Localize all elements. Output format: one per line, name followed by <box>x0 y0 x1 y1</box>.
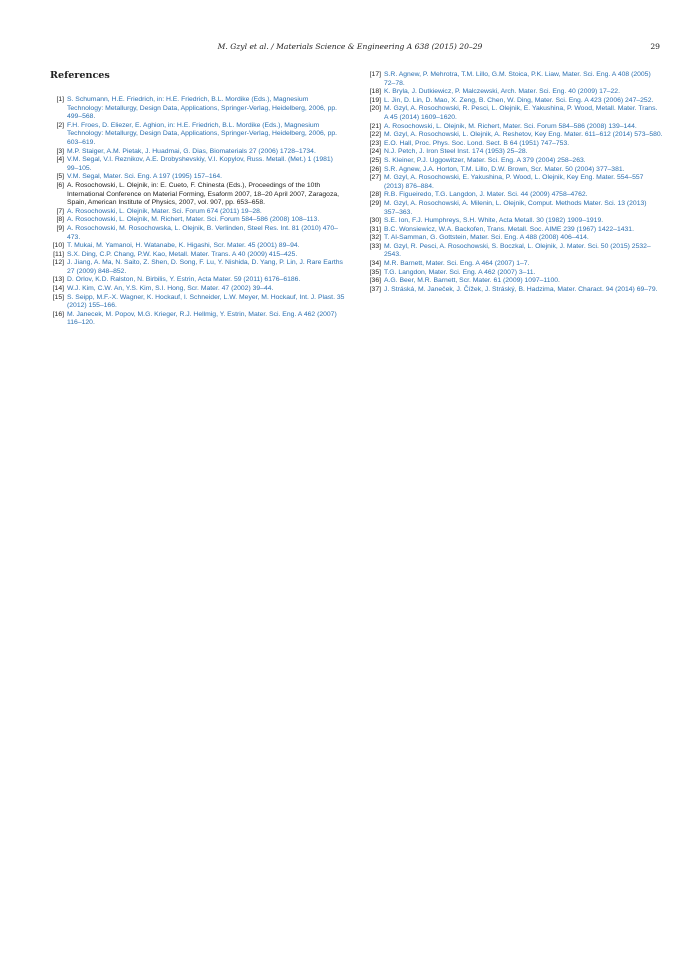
reference-number: [11] <box>53 250 64 258</box>
reference-item <box>367 191 663 200</box>
reference-link[interactable]: A. Rosochowski, L. Olejnik, Mater. Sci. Forum 674 (2011) 19–28. <box>67 207 262 215</box>
reference-item <box>367 157 663 166</box>
reference-link[interactable]: K. Bryla, J. Dutkiewicz, P. Malczewski, Arch. Mater. Sci. Eng. 40 (2009) 17–22. <box>384 88 620 96</box>
reference-link[interactable]: E.O. Hall, Proc. Phys. Soc. Lond. Sect. B 64 (1951) 747–753. <box>384 139 570 147</box>
reference-number: [37] <box>369 285 381 293</box>
reference-item <box>50 208 346 217</box>
reference-item <box>367 148 663 157</box>
reference-item <box>50 216 346 225</box>
reference-link[interactable]: T. Mukai, M. Yamanoi, H. Watanabe, K. Higashi, Scr. Mater. 45 (2001) 89–94. <box>67 242 300 250</box>
reference-text: A. Rosochowski, L. Olejnik, in: E. Cueto, F. Chinesta (Eds.), Proceedings of the 10th International Conference on Material Forming, Esaform 2007, 18–20 April 2007, Zaragoza, Spain, American Institute of Physics, 2007, vol. 907, pp. 653–658. <box>67 181 340 207</box>
reference-item <box>367 166 663 175</box>
reference-link[interactable]: M.P. Staiger, A.M. Pietak, J. Huadmai, G. Dias, Biomaterials 27 (2006) 1728–1734. <box>67 147 316 155</box>
reference-item <box>50 148 346 157</box>
reference-number: [28] <box>369 191 381 199</box>
reference-link[interactable]: A.G. Beer, M.R. Barnett, Scr. Mater. 61 (2009) 1097–1100. <box>384 277 560 285</box>
reference-number: [32] <box>369 234 381 242</box>
reference-item <box>50 182 346 208</box>
reference-item <box>50 173 346 182</box>
reference-link[interactable]: N.J. Petch, J. Iron Steel Inst. 174 (1953) 25–28. <box>384 148 528 156</box>
reference-number: [21] <box>369 122 381 130</box>
reference-link[interactable]: B.C. Wonsiewicz, W.A. Backofen, Trans. Metall. Soc. AIME 239 (1967) 1422–1431. <box>384 225 634 233</box>
reference-item <box>50 311 346 328</box>
reference-number: [15] <box>52 293 64 301</box>
reference-link[interactable]: W.J. Kim, C.W. An, Y.S. Kim, S.I. Hong, Scr. Mater. 47 (2002) 39–44. <box>67 285 274 293</box>
reference-number: [14] <box>52 285 64 293</box>
reference-item <box>50 242 346 251</box>
reference-link[interactable]: S. Kleiner, P.J. Uggowitzer, Mater. Sci. Eng. A 379 (2004) 258–263. <box>384 156 586 164</box>
reference-item <box>367 260 663 269</box>
reference-item <box>367 123 663 132</box>
reference-number: [25] <box>369 156 381 164</box>
reference-number: [20] <box>369 105 381 113</box>
reference-item <box>50 294 346 311</box>
reference-item <box>367 234 663 243</box>
reference-item <box>50 285 346 294</box>
reference-link[interactable]: M. Gzyl, R. Pesci, A. Rosochowski, S. Boczkal, L. Olejnik, J. Mater. Sci. 50 (2015) 2532–2543. <box>384 242 651 259</box>
reference-item <box>367 140 663 149</box>
reference-item <box>50 276 346 285</box>
reference-number: [13] <box>52 276 64 284</box>
reference-link[interactable]: M. Gzyl, A. Rosochowski, R. Pesci, L. Olejnik, E. Yakushina, P. Wood, Metall. Mater. Trans. A 45 (2014) 1609–1620. <box>384 105 658 121</box>
reference-item <box>367 243 663 260</box>
reference-number: [6] <box>56 181 64 189</box>
reference-link[interactable]: M. Gzyl, A. Rosochowski, L. Olejnik, A. Reshetov, Key Eng. Mater. 611–612 (2014) 573–580. <box>384 131 663 139</box>
reference-link[interactable]: S.E. Ion, F.J. Humphreys, S.H. White, Acta Metall. 30 (1982) 1909–1919. <box>384 217 604 225</box>
reference-link[interactable]: S.R. Agnew, J.A. Horton, T.M. Lillo, D.W. Brown, Scr. Mater. 50 (2004) 377–381. <box>384 165 625 173</box>
reference-link[interactable]: M.R. Barnett, Mater. Sci. Eng. A 464 (2007) 1–7. <box>384 260 530 268</box>
reference-link[interactable]: A. Rosochowski, L. Olejnik, M. Richert, Mater. Sci. Forum 584–586 (2008) 108–113. <box>67 216 320 224</box>
reference-item <box>367 217 663 226</box>
reference-number: [12] <box>52 259 64 267</box>
reference-number: [9] <box>56 224 64 232</box>
reference-number: [36] <box>369 277 381 285</box>
reference-number: [29] <box>369 199 381 207</box>
reference-number: [27] <box>369 174 381 182</box>
reference-number: [7] <box>56 207 64 215</box>
reference-link[interactable]: T. Al-Samman, G. Gottstein, Mater. Sci. Eng. A 488 (2008) 406–414. <box>384 234 589 242</box>
reference-link[interactable]: D. Orlov, K.D. Ralston, N. Birbilis, Y. Estrin, Acta Mater. 59 (2011) 6176–6186. <box>67 276 301 284</box>
reference-number: [34] <box>369 260 381 268</box>
reference-number: [2] <box>56 121 64 129</box>
reference-item <box>367 131 663 140</box>
references-right-column <box>367 71 663 294</box>
reference-item <box>367 174 663 191</box>
reference-item <box>367 88 663 97</box>
reference-number: [22] <box>369 131 381 139</box>
reference-number: [3] <box>56 147 64 155</box>
reference-item <box>50 122 346 148</box>
reference-number: [30] <box>369 217 381 225</box>
reference-item <box>367 226 663 235</box>
reference-item <box>50 259 346 276</box>
reference-link[interactable]: T.G. Langdon, Mater. Sci. Eng. A 462 (2007) 3–11. <box>384 268 536 276</box>
reference-link[interactable]: A. Rosochowski, M. Rosochowska, L. Olejnik, B. Verlinden, Steel Res. Int. 81 (2010) 470–473. <box>67 224 338 241</box>
reference-item <box>367 277 663 286</box>
reference-item <box>50 251 346 260</box>
references-heading: References <box>50 70 110 81</box>
reference-link[interactable]: V.M. Segal, Mater. Sci. Eng. A 197 (1995) 157–164. <box>67 173 223 181</box>
reference-item <box>367 200 663 217</box>
reference-number: [24] <box>369 148 381 156</box>
reference-link[interactable]: A. Rosochowski, L. Olejnik, M. Richert, Mater. Sci. Forum 584–586 (2008) 139–144. <box>384 122 637 130</box>
reference-item <box>50 96 346 122</box>
reference-link[interactable]: S.R. Agnew, P. Mehrotra, T.M. Lillo, G.M. Stoica, P.K. Liaw, Mater. Sci. Eng. A 408 (2005) 72–78. <box>384 71 651 87</box>
reference-link[interactable]: M. Janecek, M. Popov, M.G. Krieger, R.J. Hellmig, Y. Estrin, Mater. Sci. Eng. A 462 (2007) 116–120. <box>67 310 337 327</box>
reference-number: [31] <box>369 225 381 233</box>
reference-item <box>367 269 663 278</box>
reference-number: [17] <box>369 71 381 78</box>
reference-link[interactable]: J. Stráská, M. Janeček, J. Čížek, J. Stráský, B. Hadzima, Mater. Charact. 94 (2014) 69–79. <box>384 285 658 293</box>
reference-number: [19] <box>369 96 381 104</box>
reference-number: [33] <box>369 242 381 250</box>
reference-link[interactable]: J. Jiang, A. Ma, N. Saito, Z. Shen, D. Song, F. Lu, Y. Nishida, D. Yang, P. Lin, J. Rare Earths 27 (2009) 848–852. <box>67 259 343 275</box>
reference-link[interactable]: M. Gzyl, A. Rosochowski, A. Milenin, L. Olejnik, Comput. Methods Mater. Sci. 13 (2013) 357–363. <box>384 199 647 216</box>
reference-number: [16] <box>52 310 64 318</box>
reference-item <box>367 105 663 122</box>
references-left-column <box>50 96 346 328</box>
reference-number: [5] <box>56 173 64 181</box>
reference-item <box>50 225 346 242</box>
reference-link[interactable]: L. Jin, D. Lin, D. Mao, X. Zeng, B. Chen, W. Ding, Mater. Sci. Eng. A 423 (2006) 247–252. <box>384 96 654 104</box>
reference-link[interactable]: S. Seipp, M.F.-X. Wagner, K. Hockauf, I. Schneider, L.W. Meyer, M. Hockauf, Int. J. Plast. 35 (2012) 155–166. <box>67 293 345 310</box>
reference-number: [18] <box>369 88 381 96</box>
reference-link[interactable]: S. Schumann, H.E. Friedrich, in: H.E. Friedrich, B.L. Mordike (Eds.), Magnesium Technology: Metallurgy, Design Data, Applications, Springer-Verlag, Heidelberg, 2006, pp. 499–568. <box>67 96 338 121</box>
reference-link[interactable]: S.X. Ding, C.P. Chang, P.W. Kao, Metall. Mater. Trans. A 40 (2009) 415–425. <box>67 250 298 258</box>
reference-number: [10] <box>52 242 64 250</box>
reference-number: [35] <box>369 268 381 276</box>
running-head-title: M. Gzyl et al. / Materials Science & Engineering A 638 (2015) 20–29 <box>217 42 483 51</box>
reference-link[interactable]: F.H. Froes, D. Eliezer, E. Aghion, in: H.E. Friedrich, B.L. Mordike (Eds.), Magnesium Technology: Metallurgy, Design Data, Applications, Springer-Verlag, Heidelberg, 2006, pp. 603–619. <box>67 121 338 146</box>
reference-number: [26] <box>369 165 381 173</box>
reference-item <box>367 97 663 106</box>
reference-number: [8] <box>56 216 64 224</box>
reference-item <box>50 156 346 173</box>
reference-number: [23] <box>369 139 381 147</box>
reference-number: [4] <box>56 156 64 164</box>
page-number: 29 <box>650 42 660 51</box>
reference-link[interactable]: V.M. Segal, V.I. Reznikov, A.E. Drobyshevskiy, V.I. Kopylov, Russ. Metall. (Met.) 1 (1981) 99–105. <box>67 156 333 172</box>
reference-number: [1] <box>56 96 64 103</box>
reference-link[interactable]: M. Gzyl, A. Rosochowski, E. Yakushina, P. Wood, L. Olejnik, Key Eng. Mater. 554–557 (2013) 876–884. <box>384 174 644 190</box>
reference-item <box>367 286 663 295</box>
reference-item <box>367 71 663 88</box>
reference-link[interactable]: R.B. Figueiredo, T.G. Langdon, J. Mater. Sci. 44 (2009) 4758–4762. <box>384 191 588 199</box>
